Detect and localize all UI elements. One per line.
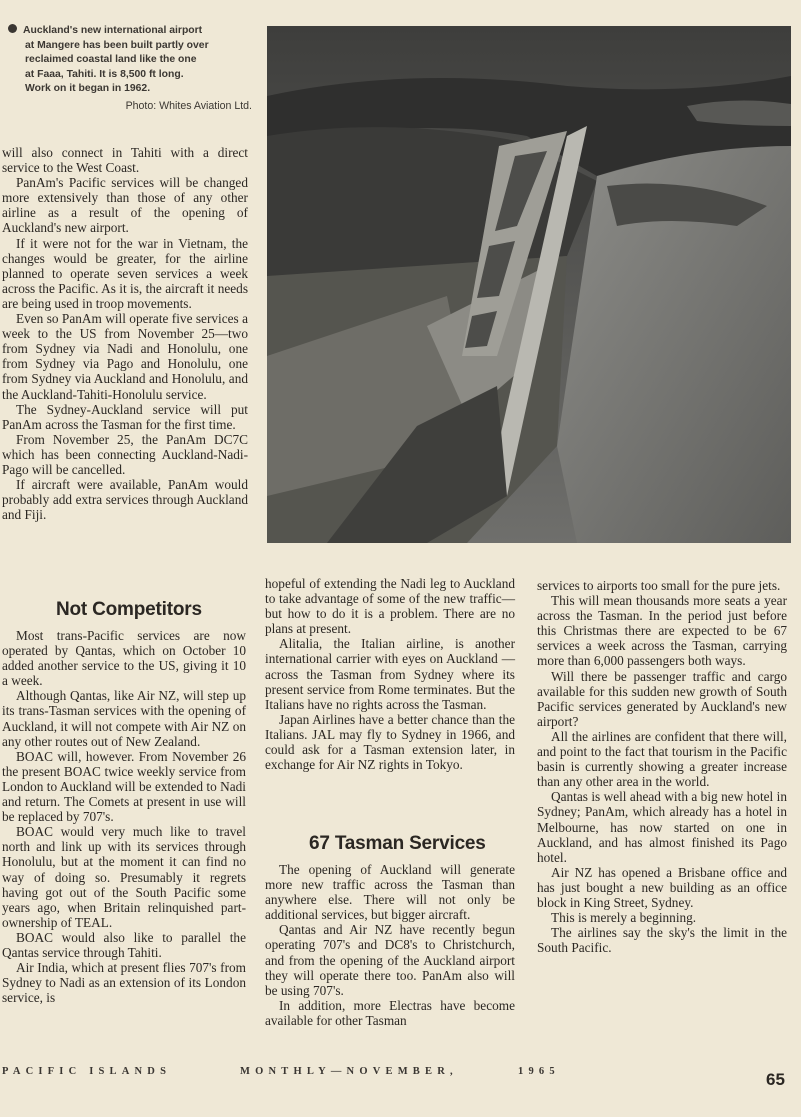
- caption-line: Work on it began in 1962.: [25, 83, 151, 95]
- paragraph: From November 25, the PanAm DC7C which has been connecting Auckland-Nadi-Pago will be cancelled.: [2, 431, 248, 477]
- paragraph: The airlines say the sky's the limit in the South Pacific.: [537, 925, 787, 956]
- paragraph: This is merely a beginning.: [551, 910, 697, 926]
- paragraph: Qantas is well ahead with a big new hotel in Sydney; PanAm, which already has a hotel in Melbourne, has now started on one in Auckland, and has almost finished its Pago hotel.: [537, 789, 787, 865]
- footer-issue: MONTHLY—NOVEMBER,: [240, 1066, 458, 1077]
- caption-line: at Faaa, Tahiti. It is 8,500 ft long.: [25, 68, 184, 80]
- paragraph: This will mean thousands more seats a year across the Tasman. In the period just before this Christmas there are expected to be 67 services a week across the Tasman, carrying more than 6,000 passengers both ways.: [537, 593, 787, 669]
- paragraph: The Sydney-Auckland service will put PanAm across the Tasman for the first time.: [2, 401, 248, 432]
- paragraph: Most trans-Pacific services are now operated by Qantas, which on October 10 added another service to the US, giving it 10 a week.: [2, 628, 246, 689]
- paragraph: If aircraft were available, PanAm would probably add extra services through Auckland and Fiji.: [2, 477, 248, 523]
- section-heading-not-competitors: Not Competitors: [56, 599, 202, 620]
- caption-line: reclaimed coastal land like the one: [25, 54, 197, 66]
- column-1-top: [2, 145, 248, 522]
- footer-year: 1965: [518, 1066, 560, 1077]
- column-3: [537, 578, 787, 955]
- airport-aerial-photo: [267, 26, 791, 543]
- paragraph: Air India, which at present flies 707's from Sydney to Nadi as an extension of its London service, is: [2, 960, 246, 1006]
- paragraph: Japan Airlines have a better chance than the Italians. JAL may fly to Sydney in 1966, and could ask for a Tasman extension later, in exchange for Air NZ rights in Tokyo.: [265, 711, 515, 773]
- paragraph: Alitalia, the Italian airline, is another international carrier with eyes on Auckland — across the Tasman from Sydney where its present service from Rome terminates. But the Italians have no rights across the Tasman.: [265, 636, 515, 712]
- paragraph: services to airports too small for the pure jets.: [537, 578, 781, 593]
- paragraph: hopeful of extending the Nadi leg to Auckland to take advantage of some of the new traffic—but how to do it is a problem. There are no plans at present.: [265, 576, 515, 637]
- aerial-photo-image: [267, 26, 791, 543]
- paragraph: Qantas and Air NZ have recently begun operating 707's and DC8's to Christchurch, and from the opening of the Auckland airport they will operate there too. PanAm also will be using 707's.: [265, 922, 515, 998]
- paragraph: Although Qantas, like Air NZ, will step up its trans-Tasman services with the opening of Auckland, it will not compete with Air NZ on any other routes out of New Zealand.: [2, 688, 246, 749]
- paragraph: BOAC would very much like to travel north and link up with its services through Honolulu, but at the moment it can find no way of doing so. Presumably it regrets having got out of the South Pacific some years ago, when Britain relinquished part-ownership of TEAL.: [2, 824, 246, 930]
- paragraph: will also connect in Tahiti with a direct service to the West Coast.: [2, 145, 248, 176]
- column-2-top: [265, 576, 515, 772]
- paragraph: PanAm's Pacific services will be changed more extensively than those of any other airline as a result of the opening of Auckland's new airport.: [2, 175, 248, 236]
- photo-caption: [8, 24, 252, 114]
- paragraph: In addition, more Electras have become available for other Tasman: [265, 997, 515, 1028]
- page-number: 65: [766, 1070, 785, 1089]
- paragraph: If it were not for the war in Vietnam, the changes would be greater, for the airline planned to operate seven services a week across the Pacific. As it is, the aircraft it needs are being used in troop movements.: [2, 235, 248, 311]
- column-2-bottom: [265, 862, 515, 1028]
- paragraph: Even so PanAm will operate five services a week to the US from November 25—two from Sydney via Nadi and Honolulu, one from Sydney via Pago and Honolulu, one from Sydney via Auckland and Honolulu, and the Auckland-Tahiti-Honolulu service.: [2, 311, 248, 402]
- photo-credit: Photo: Whites Aviation Ltd.: [125, 99, 252, 112]
- caption-line: Auckland's new international airport: [23, 25, 203, 36]
- paragraph: Air NZ has opened a Brisbane office and has just bought a new building as an office block in King Street, Sydney.: [537, 864, 787, 910]
- bullet-icon: [8, 24, 17, 33]
- paragraph: BOAC will, however. From November 26 the present BOAC twice weekly service from London to Auckland will be extended to Nadi and return. The Comets at present in use will be replaced by 707's.: [2, 748, 246, 825]
- caption-line: at Mangere has been built partly over: [25, 39, 209, 51]
- section-heading-67-tasman-services: 67 Tasman Services: [309, 833, 486, 854]
- column-1-bottom: [2, 628, 246, 1005]
- paragraph: All the airlines are confident that there will, and point to the fact that tourism in the Pacific basin is currently showing a greater increase than any other area in the world.: [537, 728, 787, 790]
- footer-publication: PACIFIC ISLANDS: [2, 1066, 172, 1077]
- paragraph: Will there be passenger traffic and cargo available for this sudden new growth of South Pacific services generated by Auckland's new airport?: [537, 668, 787, 729]
- paragraph: The opening of Auckland will generate more new traffic across the Tasman than anywhere else. There will not only be additional services, but bigger aircraft.: [265, 862, 515, 923]
- paragraph: BOAC would also like to parallel the Qantas service through Tahiti.: [2, 929, 246, 960]
